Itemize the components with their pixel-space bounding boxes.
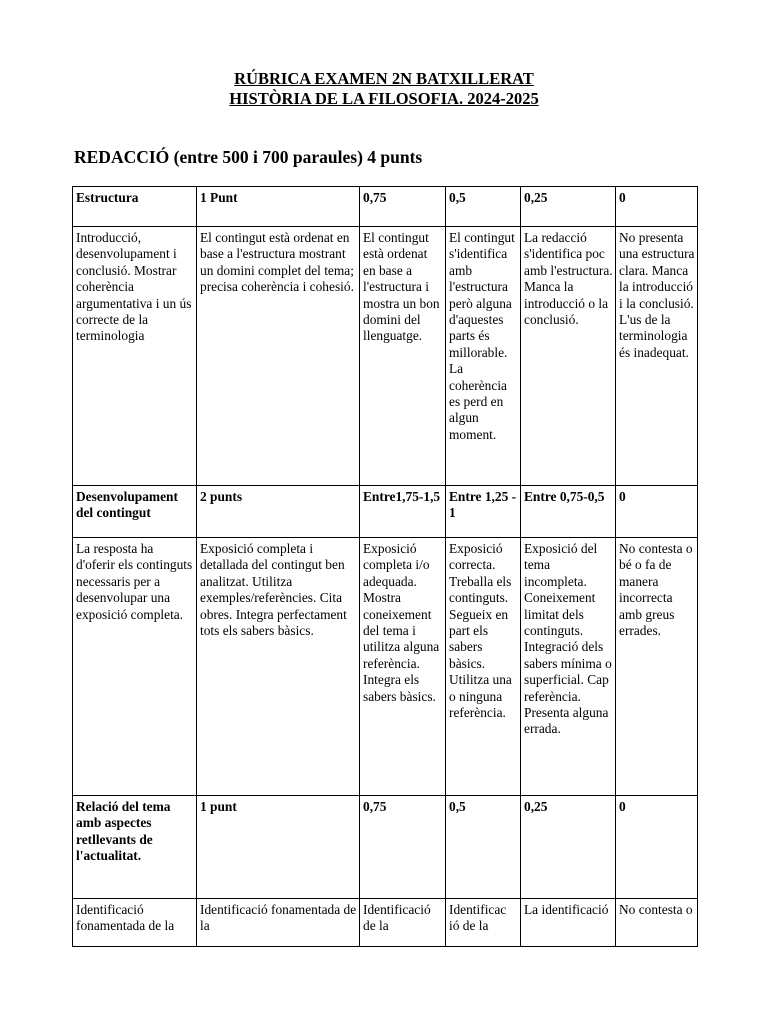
document-title-line-1: RÚBRICA EXAMEN 2N BATXILLERAT [234,69,534,88]
score-cell: 1 Punt [197,187,360,227]
score-cell: 0 [616,187,698,227]
score-cell: 0 [616,486,698,538]
criterion-description: Identificació fonamentada de la [73,899,197,947]
score-cell: 0,75 [360,796,446,899]
score-cell: Entre1,75-1,5 [360,486,446,538]
criterion-cell: Relació del tema amb aspectes retllevants de l'actualitat. [73,796,197,899]
criterion-cell: Desenvolupament del contingut [73,486,197,538]
criterion-description: Introducció, desenvolupament i conclusió. Mostrar coherència argumentativa i un ús correcte de la terminologia [73,227,197,486]
score-cell: 0 [616,796,698,899]
level-description: El contingut s'identifica amb l'estructura però alguna d'aquestes parts és millorable. La coherència es perd en algun moment. [446,227,521,486]
level-description: No presenta una estructura clara. Manca la introducció i la conclusió. L'us de la terminologia és inadequat. [616,227,698,486]
score-cell: 0,25 [521,187,616,227]
level-description: Identificació de la [360,899,446,947]
table-row-header [73,486,698,538]
level-description: El contingut està ordenat en base a l'estructura mostrant un domini complet del tema; precisa coherència i cohesió. [197,227,360,486]
level-description: Exposició completa i detallada del contingut ben analitzat. Utilitza exemples/referències. Cita obres. Integra perfectament tots els sabers bàsics. [197,538,360,796]
level-description: El contingut està ordenat en base a l'estructura i mostra un bon domini del llenguatge. [360,227,446,486]
score-cell: Entre 1,25 - 1 [446,486,521,538]
table-row-header [73,796,698,899]
rubric-table [72,186,698,947]
level-description: No contesta o [616,899,698,947]
table-row [73,899,698,947]
document-title-line-2: HISTÒRIA DE LA FILOSOFIA. 2024-2025 [229,89,539,108]
criterion-cell: Estructura [73,187,197,227]
level-description: La identificació [521,899,616,947]
section-heading: REDACCIÓ (entre 500 i 700 paraules) 4 punts [74,147,423,167]
score-cell: 0,75 [360,187,446,227]
level-description: Identificació fonamentada de la [197,899,360,947]
level-description: La redacció s'identifica poc amb l'estructura. Manca la introducció o la conclusió. [521,227,616,486]
table-row-header [73,187,698,227]
score-cell: 0,25 [521,796,616,899]
criterion-description: La resposta ha d'oferir els continguts necessaris per a desenvolupar una exposició completa. [73,538,197,796]
level-description: Exposició del tema incompleta. Coneixement limitat dels continguts. Integració dels sabers mínima o superficial. Cap referència. Presenta alguna errada. [521,538,616,796]
level-description: No contesta o bé o fa de manera incorrecta amb greus errades. [616,538,698,796]
score-cell: 2 punts [197,486,360,538]
level-description: Identificac ió de la [446,899,521,947]
level-description: Exposició completa i/o adequada. Mostra coneixement del tema i utilitza alguna referència. Integra els sabers bàsics. [360,538,446,796]
table-row [73,227,698,486]
score-cell: 0,5 [446,187,521,227]
level-description: Exposició correcta. Treballa els continguts. Segueix en part els sabers bàsics. Utilitza una o ninguna referència. [446,538,521,796]
score-cell: 0,5 [446,796,521,899]
table-row [73,538,698,796]
score-cell: Entre 0,75-0,5 [521,486,616,538]
score-cell: 1 punt [197,796,360,899]
